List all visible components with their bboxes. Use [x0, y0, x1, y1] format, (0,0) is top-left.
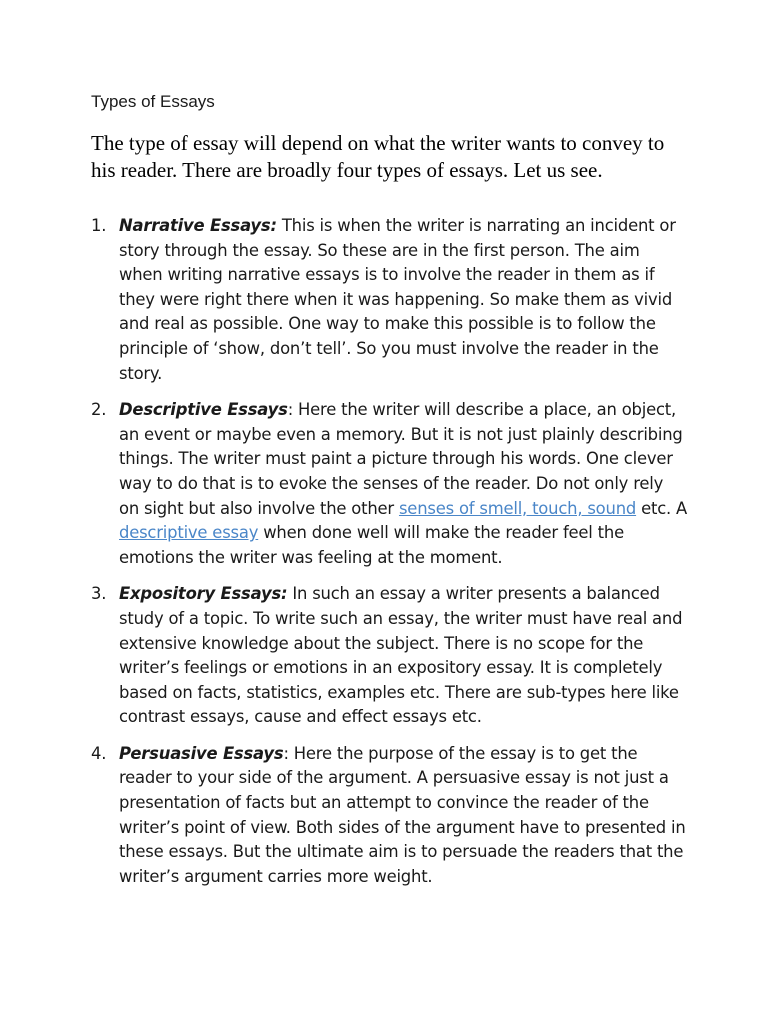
essay-term: Expository Essays: [119, 584, 288, 604]
essay-description: In such an essay a writer presents a balanced study of a topic. To write such an essay, the writer must have real and extensive knowledge about the subject. There is no scope for the writer’s feelings or emotions in an expository essay. It is completely based on facts, statistics, examples etc. There are sub-types here like contrast essays, cause and effect essays etc. [119, 584, 683, 727]
page-title: Types of Essays [91, 92, 215, 111]
essay-term: Narrative Essays: [119, 216, 277, 235]
list-number: 3. [91, 584, 107, 604]
essay-term: Descriptive Essays [119, 400, 288, 420]
essay-description: etc. A [636, 498, 688, 518]
list-number: 1. [91, 216, 107, 235]
essay-description: This is when the writer is narrating an incident or story through the essay. So these are in the first person. The aim when writing narrative essays is to involve the reader in them as if they were right there when it was happening. So make them as vivid and real as possible. One way to make this possible is to follow the principle of ‘show, don’t tell’. So you must involve the reader in the story. [119, 216, 676, 383]
intro-paragraph: The type of essay will depend on what the writer wants to convey to his reader. There are broadly four types of essays. Let us see. [91, 131, 665, 182]
essay-types-list [91, 214, 688, 889]
senses-link[interactable]: senses of smell, touch, sound [398, 498, 637, 518]
list-number: 2. [91, 400, 107, 420]
list-item-descriptive [91, 398, 688, 570]
list-item-expository [91, 582, 688, 730]
list-item-persuasive [91, 742, 688, 890]
essay-description: : Here the writer will describe a place, an object, an event or maybe even a memory. But it is not just plainly describing things. The writer must paint a picture through his words. One clever way to do that is to evoke the senses of the reader. Do not only rely on sight but also involve the other [119, 400, 683, 518]
list-number: 4. [91, 743, 107, 763]
essay-description: : Here the purpose of the essay is to get the reader to your side of the argument. A persuasive essay is not just a presentation of facts but an attempt to convince the reader of the writer’s point of view. Both sides of the argument have to presented in these essays. But the ultimate aim is to persuade the readers that the writer’s argument carries more weight. [119, 743, 686, 886]
descriptive-essay-link[interactable]: descriptive essay [119, 523, 259, 543]
essay-description: when done well will make the reader feel the emotions the writer was feeling at the moment. [119, 523, 624, 567]
essay-term: Persuasive Essays [119, 743, 284, 763]
list-item-narrative [91, 214, 688, 386]
